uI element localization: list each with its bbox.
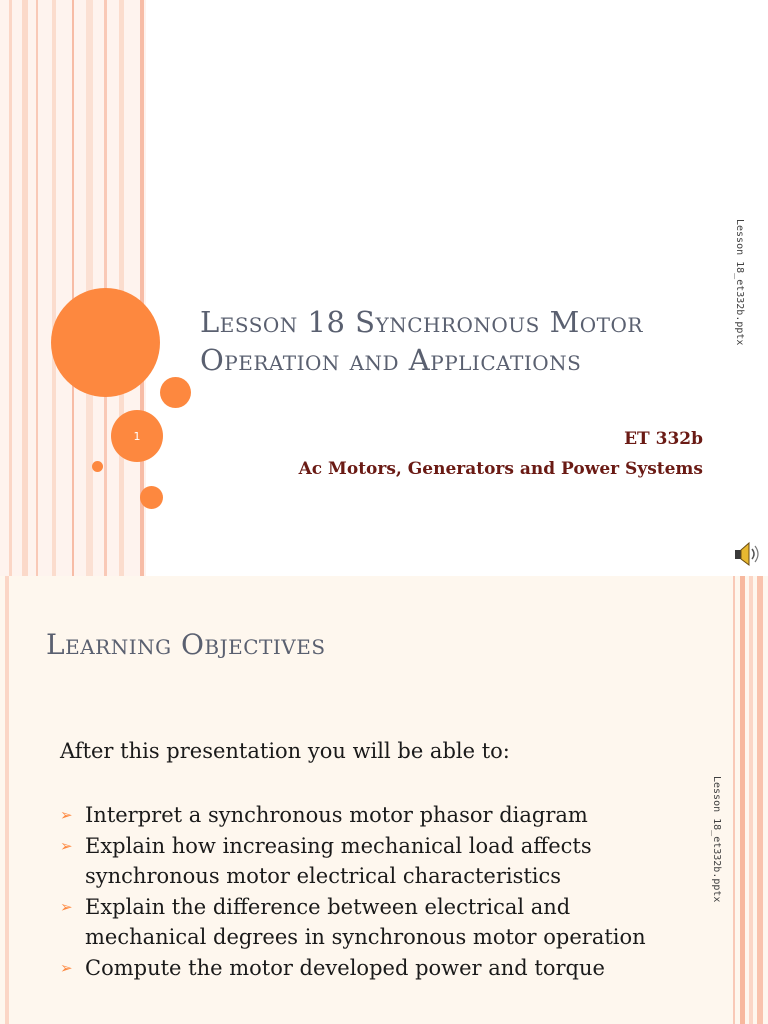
objectives-list bbox=[60, 800, 680, 983]
bullet-arrow-icon: ➢ bbox=[60, 958, 73, 977]
stripe bbox=[5, 576, 9, 1024]
list-item-text: Interpret a synchronous motor phasor diagram bbox=[85, 803, 588, 827]
stripe bbox=[119, 0, 124, 576]
list-item bbox=[60, 800, 680, 831]
slide-title: Lesson 18 Synchronous Motor Operation and Applications bbox=[200, 305, 643, 377]
stripe bbox=[749, 576, 753, 1024]
decor-circle-small bbox=[140, 486, 163, 509]
intro-text: After this presentation you will be able to: bbox=[60, 739, 510, 763]
stripe bbox=[9, 0, 12, 576]
list-item-text: Compute the motor developed power and torque bbox=[85, 955, 605, 980]
stripe bbox=[740, 576, 745, 1024]
list-item bbox=[60, 953, 680, 984]
stripe bbox=[52, 0, 56, 576]
course-name: Ac Motors, Generators and Power Systems bbox=[298, 459, 703, 479]
bullet-arrow-icon: ➢ bbox=[60, 806, 73, 824]
speaker-icon[interactable] bbox=[732, 540, 762, 568]
stripe bbox=[36, 0, 38, 576]
decor-circle-large bbox=[51, 288, 160, 397]
decor-dot bbox=[92, 461, 103, 472]
stripe bbox=[72, 0, 74, 576]
list-item-text: Explain how increasing mechanical load affects synchronous motor electrical characteristics bbox=[85, 833, 592, 888]
slide-number-badge: 1 bbox=[111, 410, 163, 462]
slide-title: Learning Objectives bbox=[46, 628, 326, 661]
file-label: Lesson 18_et332b.pptx bbox=[711, 776, 722, 903]
stripe bbox=[757, 576, 763, 1024]
decor-circle-small bbox=[160, 377, 191, 408]
file-label: Lesson 18_et332b.pptx bbox=[734, 219, 745, 346]
stripe bbox=[22, 0, 28, 576]
slide-subtitle bbox=[299, 424, 703, 484]
bullet-arrow-icon: ➢ bbox=[60, 836, 73, 855]
objectives-slide bbox=[0, 576, 768, 1024]
list-item bbox=[60, 831, 680, 892]
list-item-text: Explain the difference between electrical and mechanical degrees in synchronous motor operation bbox=[85, 894, 646, 949]
stripe bbox=[733, 576, 735, 1024]
list-item bbox=[60, 892, 680, 953]
course-code: ET 332b bbox=[624, 429, 703, 449]
bullet-arrow-icon: ➢ bbox=[60, 897, 73, 916]
stripe bbox=[86, 0, 93, 576]
